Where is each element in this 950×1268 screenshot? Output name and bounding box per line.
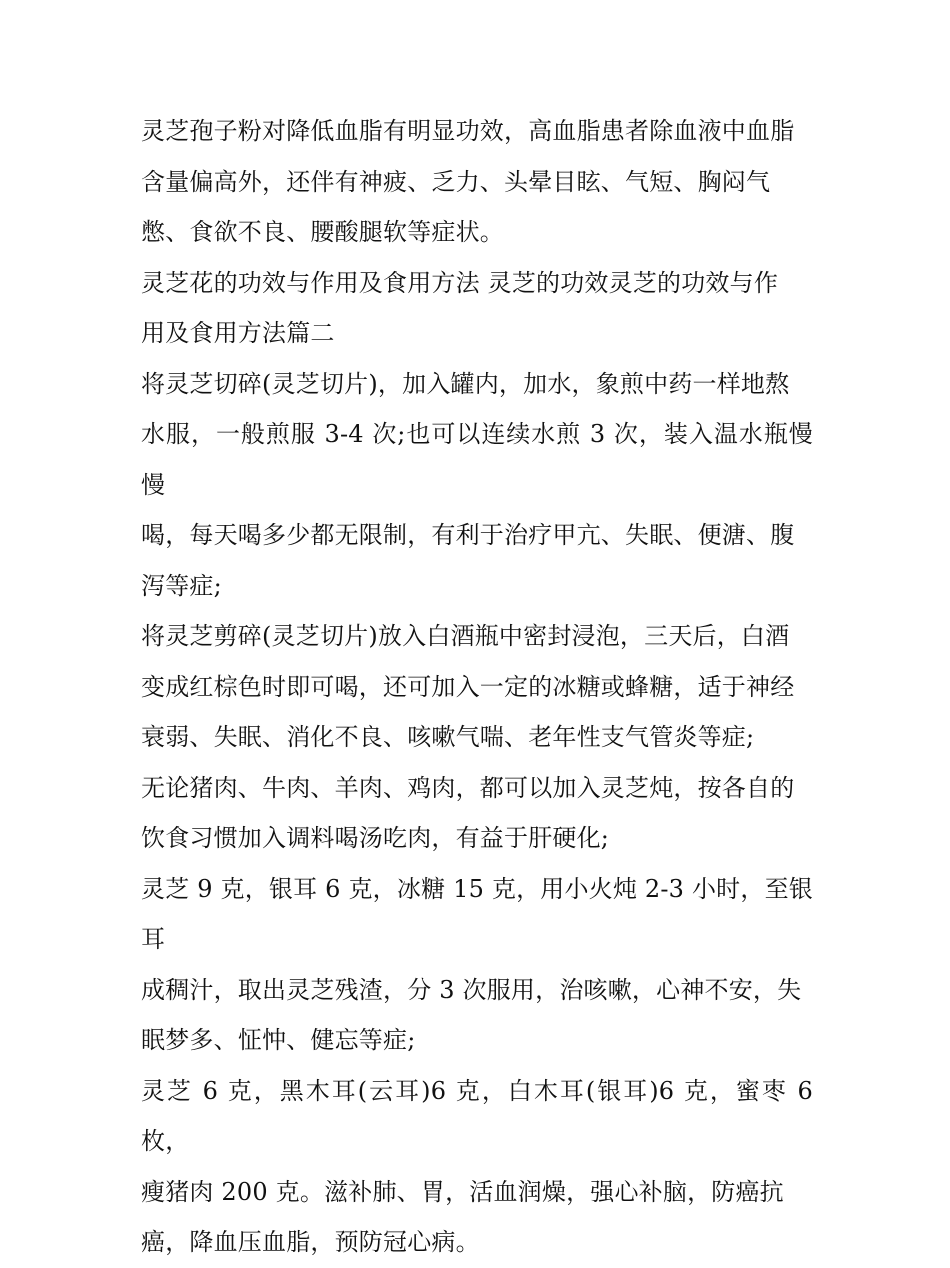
paragraph-stew-with-meat: 无论猪肉、牛肉、羊肉、鸡肉，都可以加入灵芝炖，按各自的 饮食习惯加入调料喝汤吃肉，有益于肝硬化; (141, 773, 795, 852)
paragraph-liquor-infusion: 将灵芝剪碎(灵芝切片)放入白酒瓶中密封浸泡，三天后，白酒 变成红棕色时即可喝，还可加入一定的冰糖或蜂糖，适于神经 衰弱、失眠、消化不良、咳嗽气喘、老年性支气管炎等症; (141, 622, 795, 751)
paragraph-lingzhi-spore-blood-lipids: 灵芝孢子粉对降低血脂有明显功效，高血脂患者除血液中血脂 含量偏高外，还伴有神疲、乏力、头晕目眩、气短、胸闷气 憋、食欲不良、腰酸腿软等症状。 (141, 117, 795, 246)
paragraph-section-heading: 灵芝花的功效与作用及食用方法 灵芝的功效灵芝的功效与作 用及食用方法篇二 (141, 268, 779, 347)
paragraph-tremella-recipe: 灵芝 9 克，银耳 6 克，冰糖 15 克，用小火炖 2-3 小时，至银耳 成稠汁，取出灵芝残渣，分 3 次服用，治咳嗽，心神不安，失 眠梦多、怔忡、健忘等症; (141, 874, 813, 1054)
paragraph-decoction-method: 将灵芝切碎(灵芝切片)，加入罐内，加水，象煎中药一样地熬 水服，一般煎服 3-4 次;也可以连续水煎 3 次，装入温水瓶慢慢 喝，每天喝多少都无限制，有利于治疗甲亢、失眠、便溏、腹 泻等症; (141, 369, 813, 600)
document-body (141, 106, 813, 1268)
paragraph-pork-soup-recipe: 灵芝 6 克，黑木耳(云耳)6 克，白木耳(银耳)6 克，蜜枣 6 枚， 瘦猪肉 200 克。滋补肺、胃，活血润燥，强心补脑，防癌抗 癌，降血压血脂，预防冠心病。 (141, 1076, 813, 1256)
